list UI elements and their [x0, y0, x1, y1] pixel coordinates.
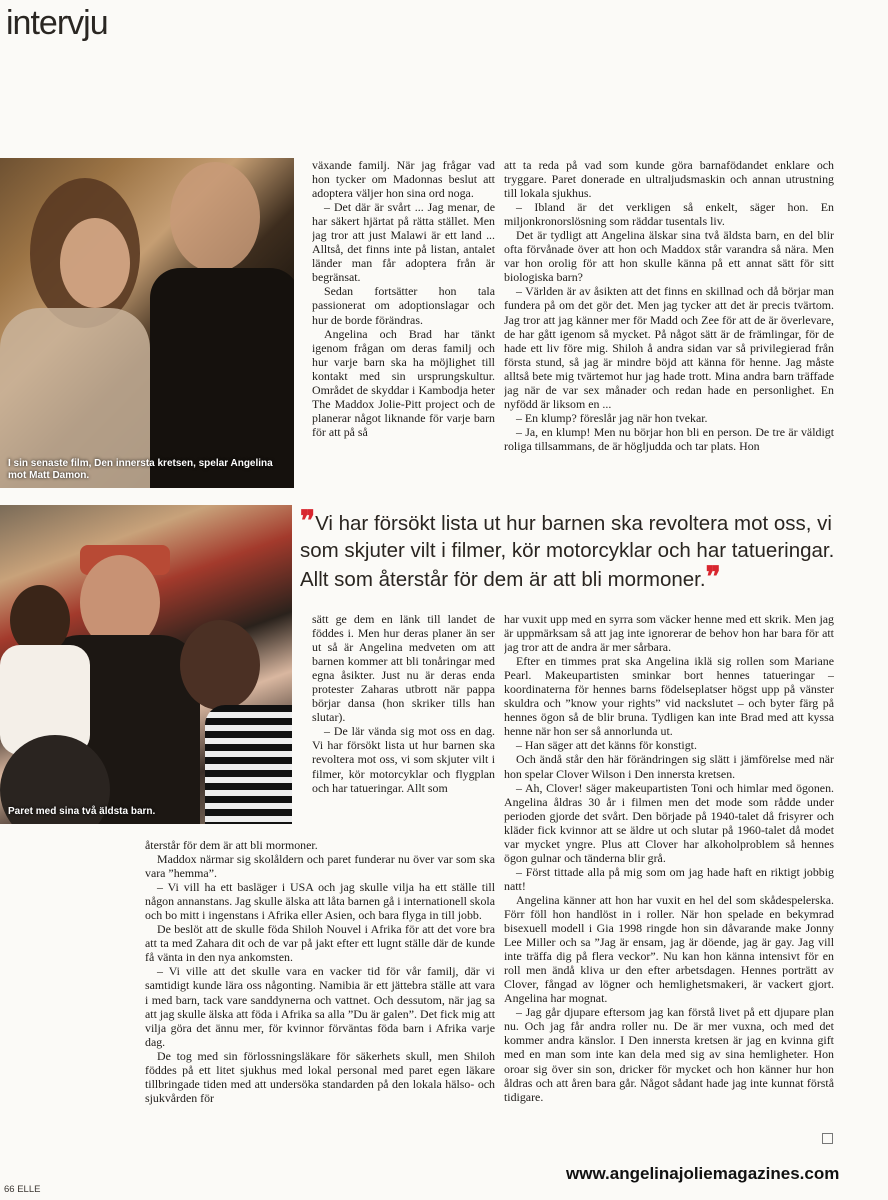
paragraph: Maddox närmar sig skolåldern och paret funderar nu över var som ska vara ”hemma”.	[145, 852, 495, 881]
family-photo	[0, 505, 292, 824]
paragraph: – Han säger att det känns för konstigt.	[516, 738, 697, 753]
paragraph: De tog med sin förlossningsläkare för säkerhets skull, men Shiloh föddes på ett litet sjukhus med lokal personal med paret egen läkare tillbringade tiden med att undersöka standarden på den lokala hälso- och sjukvården för	[145, 1048, 495, 1105]
paragraph: – Världen är av åsikten att det finns en skillnad och då börjar man fundera på om det gör det. Men jag tycker att det är precis tvärtom. Jag tror att jag känner mer för Madd och Zee för att de är överlevare, de har gått igenom så mycket. På något sätt är de främlingar, för de hade ett liv före mig. Shiloh å andra sidan var så privilegierad från första stund, så jag är mindre böjd att känna för henne. Jag måste alltså bete mig tvärtemot hur jag hade trott. Mina andra barn träffade jag när de var sex månader och redan hade en personlighet. En nyfödd är liksom en ...	[504, 284, 834, 411]
page-number: 66 ELLE	[4, 1184, 41, 1195]
paragraph: – En klump? föreslår jag när hon tvekar.	[516, 410, 708, 425]
paragraph: – Vi vill ha ett basläger i USA och jag skulle vilja ha ett ställe till någon annanstans. Jag skulle älska att låta barnen gå i internationell skola och bo mitt i ingenstans i Afrika eller Asien, och bara flyga in till jobb.	[145, 880, 495, 923]
man-face-shape	[170, 162, 260, 272]
paragraph: Och ändå står den här förändringen sig slätt i jämförelse med när hon spelar Clover Wilson i Den innersta kretsen.	[504, 752, 834, 781]
paragraph: – De lär vända sig mot oss en dag. Vi har försökt lista ut hur barnen ska revoltera mot oss, vi som skjuter vilt i filmer, kör motorcyklar och flygplan och har tatueringar. Allt som	[312, 724, 495, 795]
paragraph: – Jag går djupare eftersom jag kan förstå livet på ett djupare plan nu. Och jag får andra roller nu. De är mer vuxna, och med det kommer andra känslor. I Den innersta kretsen är jag en kvinna gift med en man som inte kan dela med sig av sina hemligheter. Hon oroar sig över sin son, dricker för mycket och hon känner hur hon åldras och att åren bara går. Något sådant hade jag inte kunnat förstå tidigare.	[504, 1005, 834, 1104]
paragraph: – Det där är svårt ... Jag menar, de har säkert hjärtat på rätta stället. Men jag tror att just Malawi är ett land ... Alltså, det finns inte på listan, antalet länder man får adoptera från är begränsat.	[312, 200, 495, 285]
close-quote-mark: ❞	[705, 562, 721, 593]
column-a-middle	[312, 612, 495, 838]
photo1-caption: I sin senaste film, Den innersta kretsen, spelar Angelina mot Matt Damon.	[8, 458, 273, 481]
woman-face-shape	[60, 218, 130, 308]
pull-quote	[300, 508, 850, 593]
paragraph: – Ibland är det verkligen så enkelt, säger hon. En miljonkronorslösning som räddar tusentals liv.	[504, 200, 834, 229]
suit-shape	[150, 268, 294, 488]
website-watermark[interactable]: www.angelinajoliemagazines.com	[566, 1164, 840, 1183]
column-a-top	[312, 158, 495, 496]
paragraph: Angelina och Brad har tänkt igenom frågan om deras familj och hur varje barn ska ha möjlighet till kontakt med sin ursprungskultur. Området de skyddar i Kambodja heter The Maddox Jolie-Pitt project och de planerar något liknande för varje barn för att på så	[312, 326, 495, 439]
pull-quote-text: Vi har försökt lista ut hur barnen ska revoltera mot oss, vi som skjuter vilt i filmer, kör motorcyklar och har tatueringar. Allt som återstår för dem är att bli mormoner.	[300, 512, 835, 591]
film-still-photo	[0, 158, 294, 488]
paragraph: har vuxit upp med en syrra som väcker henne med ett skrik. Men jag är uppmärksam så att jag inte ignorerar de behov hon har bara för att jag tror att de andra är mer sårbara.	[504, 612, 834, 655]
paragraph: Efter en timmes prat ska Angelina iklä sig rollen som Mariane Pearl. Makeupartisten sminkar bort hennes tatueringar – koordinaterna för hennes barns födelseplatser högst upp på vänster skuldra och ”know your rights” vid nackslutet – och byter färg på hennes ögon så de blir bruna. Tydligen kan inte Brad med att kyssa henne när hon ser så annorlunda ut.	[504, 654, 834, 739]
paragraph: växande familj. När jag frågar vad hon tycker om Madonnas beslut att adoptera väljer hon sina ord noga.	[312, 158, 495, 201]
column-a-bottom	[145, 838, 495, 1148]
paragraph: – Ja, en klump! Men nu börjar hon bli en person. De tre är väldigt roliga tillsammans, de är högljudda och tar plats. Hon	[504, 424, 834, 453]
section-title: intervju	[6, 4, 108, 42]
column-b-bottom	[504, 612, 834, 1146]
paragraph: sätt ge dem en länk till landet de föddes i. Men hur deras planer än ser ut så är Angelina medveten om att barnen kommer att bli tonåringar med egna åsikter. Just nu är deras enda protester Zaharas utbrott när pappa börjar dansa (hon skriker tills han slutar).	[312, 612, 495, 725]
paragraph: Angelina känner att hon har vuxit en hel del som skådespelerska. Förr föll hon handlöst in i roller. När hon spelade en bekymrad bisexuell modell i Gia 1998 ringde hon sin dåvarande make Jonny Lee Miller och sa ”Jag är ensam, jag är döende, jag är gay. Jag vill inte träffa dig på flera veckor”. Nu kan hon känna intensivt för en roll men ändå kliva ur den efter arbetsdagen. Hennes porträtt av Clover, fångad av lögner och hemlighetsmakeri, är vackert gjort. Angelina har mognat.	[504, 892, 834, 1006]
paragraph: återstår för dem är att bli mormoner.	[145, 838, 318, 852]
paragraph: De beslöt att de skulle föda Shiloh Nouvel i Afrika för att det vore bra att ta med Zahara dit och de var på jakt efter ett lugnt ställe där de kunde få vänta in den nya ankomsten.	[145, 922, 495, 965]
open-quote-mark: ❞	[300, 506, 316, 537]
woman-hair-shape	[180, 620, 260, 710]
paragraph: – Ah, Clover! säger makeupartisten Toni och himlar med ögonen. Angelina åldras 30 år i filmen men det mode som rådde under perioden gjorde det svårt. Den började på 1940-talet då frisyrer och kläder fick kvinnor att se äldre ut och slutar på 1960-talet då modet var mycket yngre. Plus att Clover har alkoholproblem så hennes ögon gulnar och tänderna blir grå.	[504, 780, 834, 865]
paragraph: Sedan fortsätter hon tala passionerat om adoptionslagar och hur de borde förändras.	[312, 284, 495, 327]
paragraph: Det är tydligt att Angelina älskar sina två äldsta barn, en del blir ofta förvånade över att hon och Maddox står varandra så nära. Men var hon orolig för att hon skulle känna på ett annat sätt för sitt biologiska barn?	[504, 228, 834, 285]
paragraph: – Vi ville att det skulle vara en vacker tid för vår familj, där vi samtidigt kunde lära oss någonting. Namibia är ett jättebra ställe att vara i med barn, tack vare sanddynerna och vattnet. Och dessutom, när jag sa att jag skulle älska att föda i Afrika sa alla ”Du är galen”. Det fick mig att vilja göra det ännu mer, för kvinnor förväntas föda barn i Afrika varje dag.	[145, 964, 495, 1049]
paragraph: – Först tittade alla på mig som om jag hade haft en riktigt jobbig natt!	[504, 864, 834, 893]
photo2-caption: Paret med sina två äldsta barn.	[8, 806, 156, 817]
end-mark-icon	[822, 1133, 833, 1144]
paragraph: att ta reda på vad som kunde göra barnafödandet enklare och tryggare. Paret donerade en ultraljudsmaskin och annan utrustning till lokala sjukhus.	[504, 158, 834, 201]
column-b-top	[504, 158, 834, 496]
